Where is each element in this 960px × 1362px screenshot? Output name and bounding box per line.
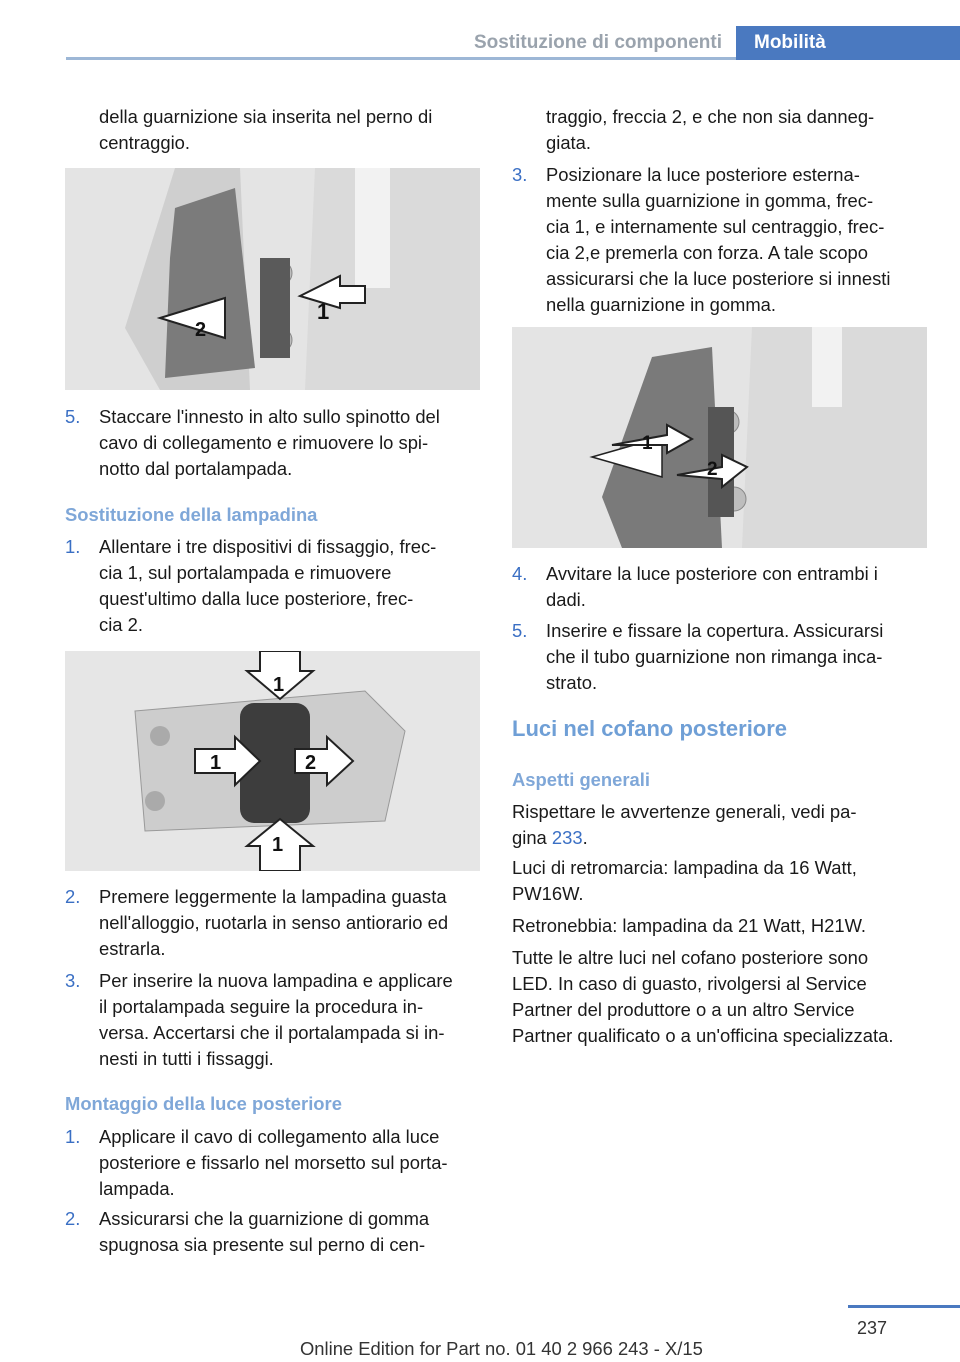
text-line: dadi. [546, 589, 586, 610]
text-line: cavo di collegamento e rimuovere lo spi‐ [99, 432, 429, 453]
subheading-general: Aspetti generali [512, 769, 650, 790]
figure-label: 1 [317, 299, 330, 324]
edition-footer: Online Edition for Part no. 01 40 2 966 243 - X/15 [300, 1338, 703, 1359]
led-paragraph [512, 945, 942, 1049]
text-line: Avvitare la luce posteriore con entrambi i [546, 563, 878, 584]
step-number: 5. [512, 620, 528, 641]
figure-label: 1 [273, 674, 285, 696]
figure-taillight-install [512, 327, 927, 548]
figure-taillight-removal [65, 168, 480, 390]
text-line [512, 825, 932, 851]
text-line: Rispettare le avvertenze generali, vedi pa‐ [512, 801, 857, 822]
text-line: mente sulla guarnizione in gomma, frec‐ [546, 190, 874, 211]
step-number: 3. [512, 164, 528, 185]
section-heading: Luci nel cofano posteriore [512, 716, 788, 741]
footer-rule [848, 1305, 960, 1308]
text-line: il portalampada seguire la procedura in‐ [99, 996, 424, 1017]
subheading-bulb-replacement: Sostituzione della lampadina [65, 504, 318, 525]
fog-light-paragraph [512, 913, 932, 939]
step-number: 5. [65, 406, 81, 427]
text-line: versa. Accertarsi che il portalampada si in‐ [99, 1022, 445, 1043]
text-line: LED. In caso di guasto, rivolgersi al Service [512, 973, 867, 994]
text-line: Allentare i tre dispositivi di fissaggio, frec‐ [99, 536, 437, 557]
text-line: Tutte le altre luci nel cofano posteriore sono [512, 947, 869, 968]
text-line: strato. [546, 672, 598, 693]
text-line: Partner del produttore o a un altro Service [512, 999, 855, 1020]
text-line: posteriore e fissarlo nel morsetto sul porta‐ [99, 1152, 448, 1173]
step-number: 1. [65, 536, 81, 557]
text-line: PW16W. [512, 883, 584, 904]
text-line: Staccare l'innesto in alto sullo spinotto del [99, 406, 440, 427]
step-number: 4. [512, 563, 528, 584]
text-line: nell'alloggio, ruotarla in senso antiorario ed [99, 912, 449, 933]
text-line: Per inserire la nuova lampadina e applicare [99, 970, 453, 991]
text-line: che il tubo guarnizione non rimanga inca‐ [546, 646, 883, 667]
general-paragraph [512, 799, 932, 851]
text-line: cia 1, sul portalampada e rimuovere [99, 562, 392, 583]
text-line: centraggio. [99, 132, 190, 153]
step-number: 2. [65, 886, 81, 907]
header-chapter [736, 26, 960, 60]
intro-paragraph [99, 104, 489, 156]
text-line: cia 2,e premerla con forza. A tale scopo [546, 242, 869, 263]
text-line: lampada. [99, 1178, 175, 1199]
text-line: Luci di retromarcia: lampadina da 16 Watt, [512, 857, 857, 878]
text-line: traggio, freccia 2, e che non sia danneg‐ [546, 106, 875, 127]
figure-label: 1 [210, 752, 222, 774]
header-section [66, 26, 736, 60]
text-line: quest'ultimo dalla luce posteriore, frec‐ [99, 588, 414, 609]
text-line: notto dal portalampada. [99, 458, 293, 479]
figure-bulb-holder [65, 651, 480, 871]
text-line: della guarnizione sia inserita nel perno di [99, 106, 433, 127]
step-number: 1. [65, 1126, 81, 1147]
text-line: estrarla. [99, 938, 166, 959]
header-chapter-title: Mobilità [754, 32, 826, 53]
figure-label: 2 [305, 752, 317, 774]
text-line: nesti in tutti i fissaggi. [99, 1048, 274, 1069]
text-line: Partner qualificato o a un'officina specializzata. [512, 1025, 894, 1046]
continued-paragraph [546, 104, 946, 156]
text-fragment: . [582, 827, 588, 848]
page-link[interactable]: 233 [551, 827, 583, 848]
figure-label: 1 [642, 433, 653, 454]
text-line: giata. [546, 132, 591, 153]
text-line: Inserire e fissare la copertura. Assicurarsi [546, 620, 884, 641]
text-line: assicurarsi che la luce posteriore si innesti [546, 268, 891, 289]
text-line: cia 1, e internamente sul centraggio, frec‐ [546, 216, 885, 237]
text-line: Retronebbia: lampadina da 21 Watt, H21W. [512, 915, 867, 936]
figure-label: 1 [272, 834, 284, 856]
text-line: Posizionare la luce posteriore esterna‐ [546, 164, 860, 185]
text-fragment: gina [512, 827, 552, 848]
header-section-title: Sostituzione di componenti [473, 32, 722, 53]
text-line: Assicurarsi che la guarnizione di gomma [99, 1208, 430, 1229]
text-line: spugnosa sia presente sul perno di cen‐ [99, 1234, 426, 1255]
text-line: Premere leggermente la lampadina guasta [99, 886, 447, 907]
reverse-lights-paragraph [512, 855, 932, 907]
subheading-mounting: Montaggio della luce posteriore [65, 1093, 342, 1114]
text-line: cia 2. [99, 614, 143, 635]
step-number: 3. [65, 970, 81, 991]
figure-label: 2 [195, 319, 207, 341]
step-number: 2. [65, 1208, 81, 1229]
text-line: Applicare il cavo di collegamento alla luce [99, 1126, 440, 1147]
text-line: nella guarnizione in gomma. [546, 294, 777, 315]
figure-label: 2 [707, 459, 718, 480]
page-number: 237 [857, 1318, 888, 1338]
